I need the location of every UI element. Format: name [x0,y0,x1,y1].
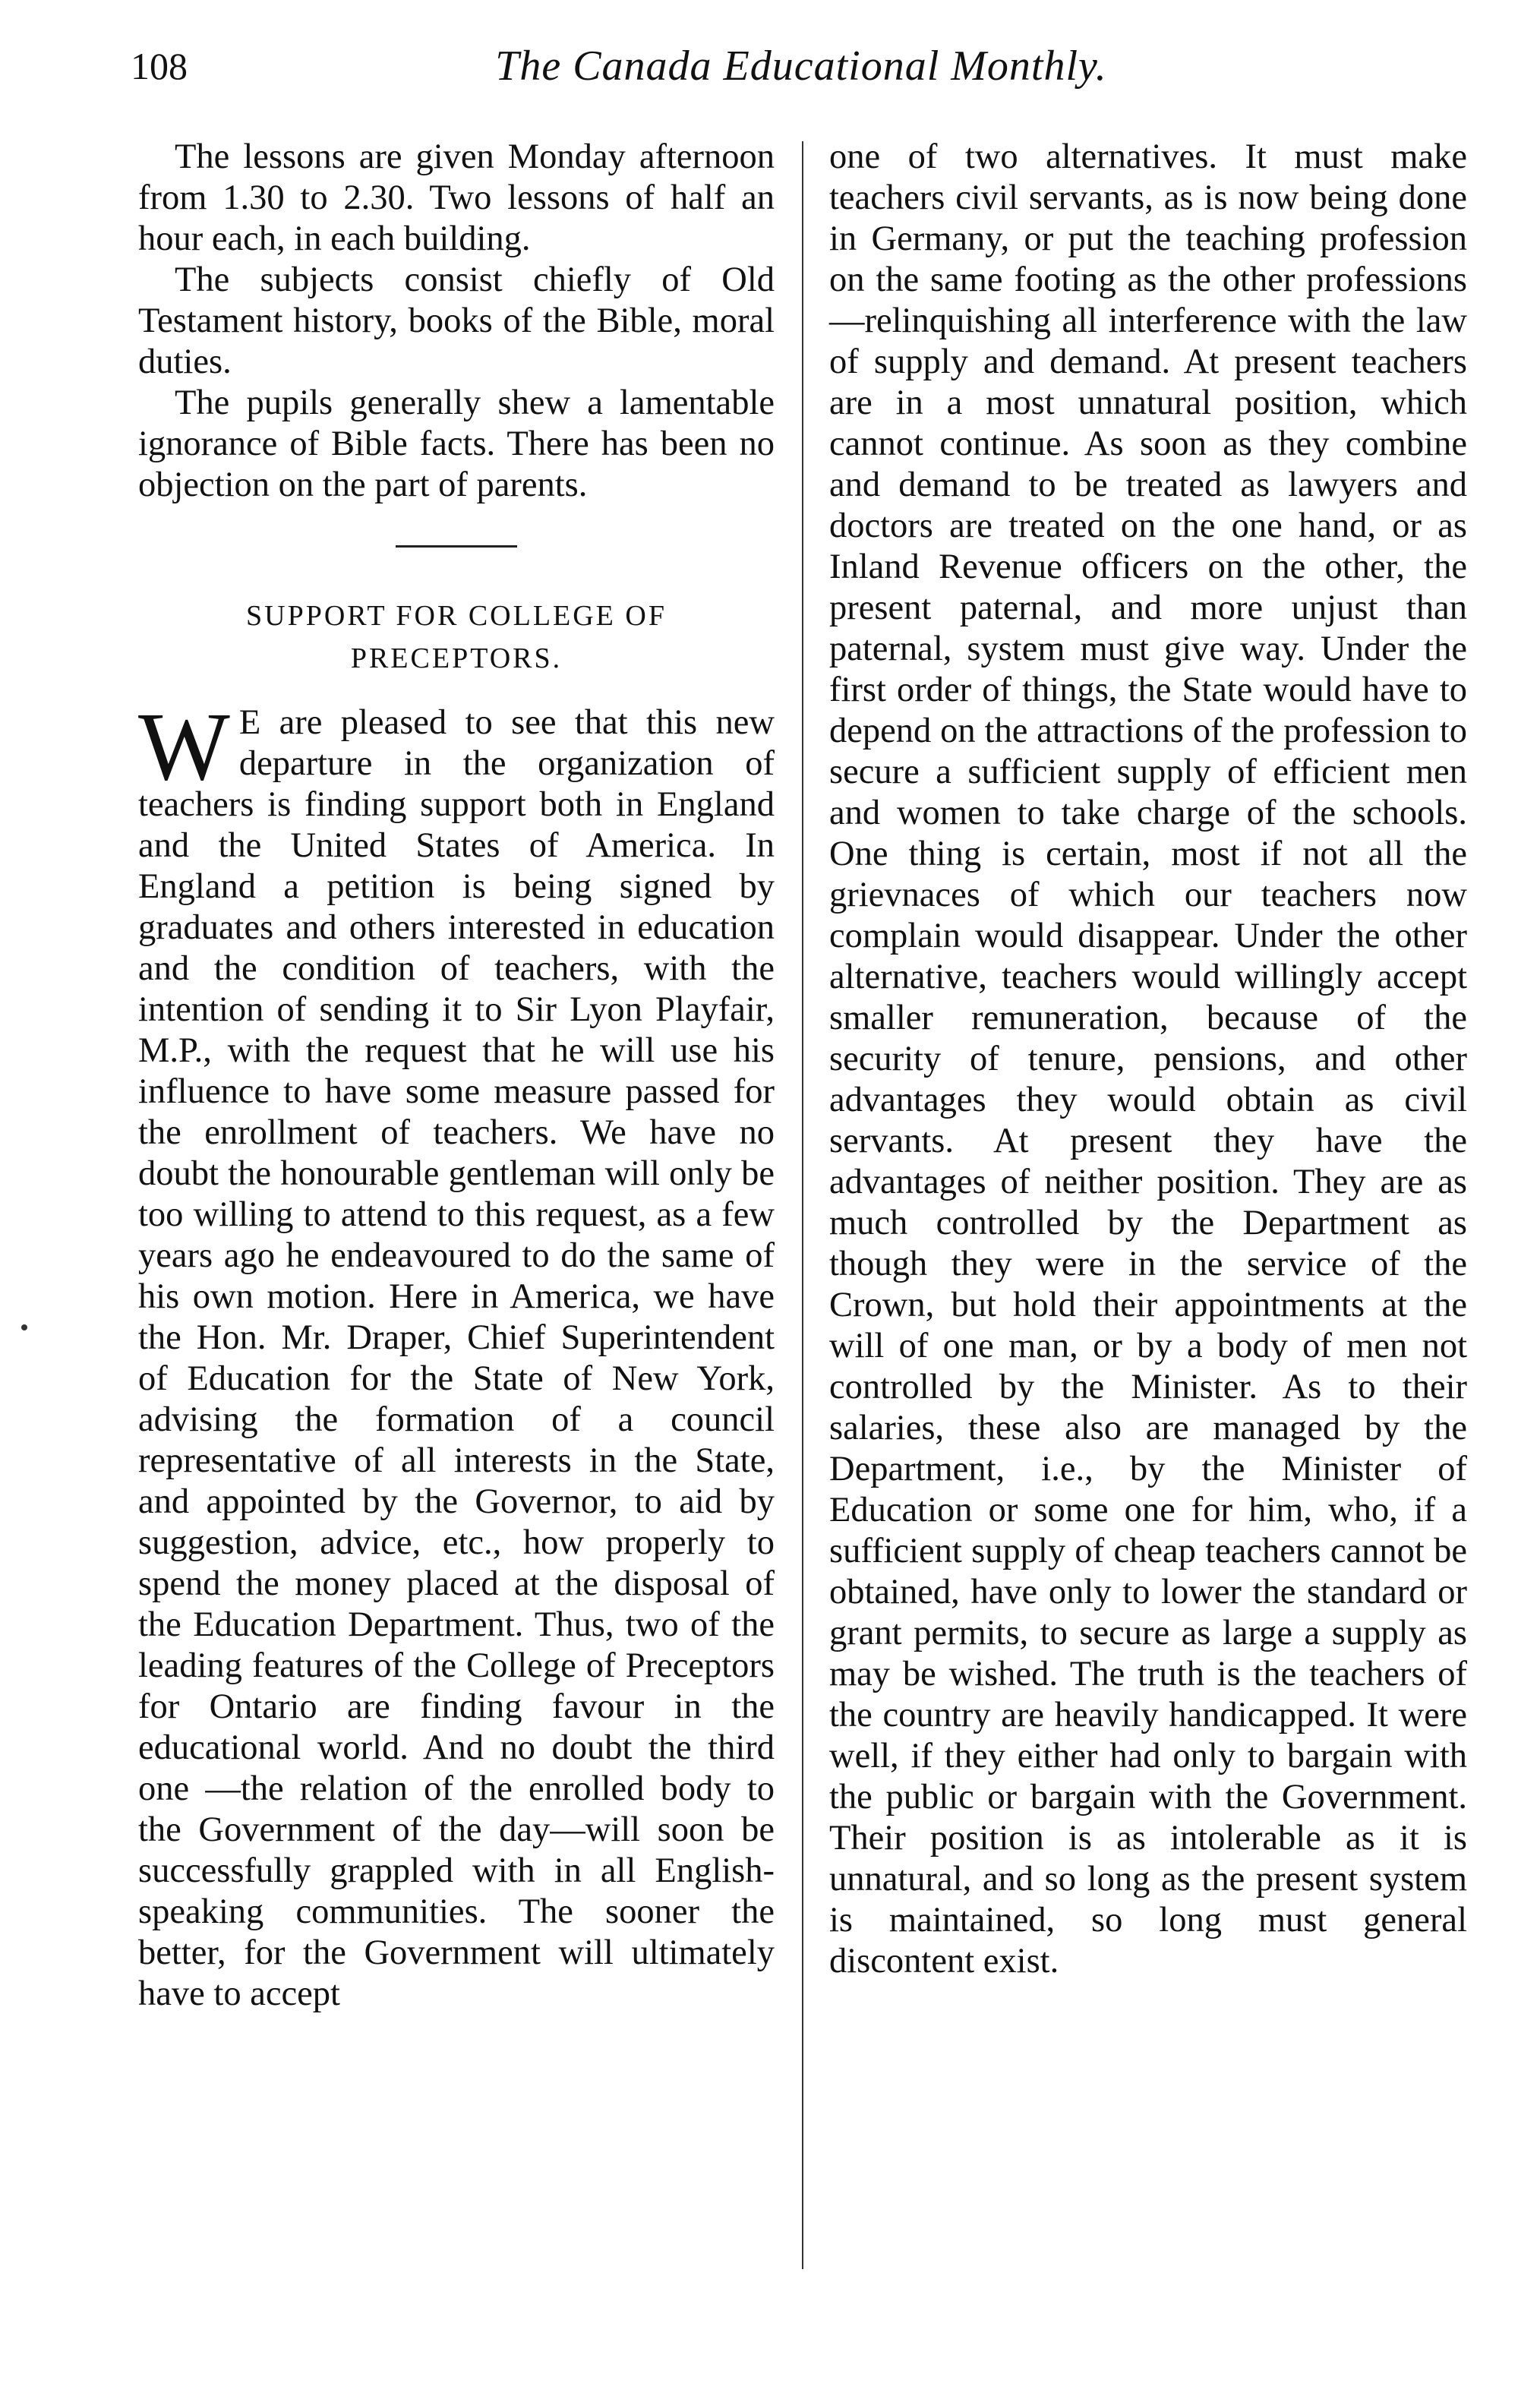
paragraph-pupils: The pupils generally shew a lamentable ignorance of Bible facts. There has been no objection on the part of parents. [138,383,775,504]
paragraph-lessons: The lessons are given Monday afternoon from 1.30 to 2.30. Two lessons of half an hour each, in each building. [138,137,775,258]
page-number: 108 [131,45,188,87]
article-body [138,693,775,2015]
section-divider [396,545,517,548]
left-column [138,137,775,2015]
article-text: are pleased to see that this new departure in the organization of teachers is finding support both in England and the United States of America. In England a petition is being signed by graduates and others interested in education and the condition of teachers, with the intention of sending it to Sir Lyon Playfair, M.P., with the request that he will use his influence to have some measure passed for the enrollment of teachers. We have no doubt the honourable gentleman will only be too willing to attend to this request, as a few years ago he endeavoured to do the same of his own motion. Here in America, we have the Hon. Mr. Draper, Chief Superintendent of Education for the State of New York, advising the formation of a council representative of all interests in the State, and appointed by the Governor, to aid by suggestion, advice, etc., how properly to spend the money placed at the disposal of the Education Department. Thus, two of the leading features of the College of Preceptors for Ontario are finding favour in the educational world. And no doubt the third one —the relation of the enrolled body to the Government of the day—will soon be successfully grappled with in all English-speaking communities. The sooner the better, for the Government will ultimately have to accept [138,703,775,2013]
section-heading: SUPPORT FOR COLLEGE OF PRECEPTORS. [246,600,667,674]
article-first-paragraph [138,693,775,2015]
page-header [131,39,1472,93]
right-column [829,137,1467,1982]
column-rule [802,141,803,2269]
margin-speck [21,1324,27,1330]
drop-cap: W [138,693,230,800]
running-title: The Canada Educational Monthly. [495,43,1107,90]
paragraph-continuation: one of two alternatives. It must make teachers civil servants, as is now being done in Germany, or put the teaching profession on the same footing as the other professions—relinquishing all interference with the law of supply and demand. At present teachers are in a most unnatural position, which cannot continue. As soon as they combine and demand to be treated as lawyers and doctors are treated on the one hand, or as Inland Revenue officers on the other, the present paternal, and more unjust than paternal, system must give way. Under the first order of things, the State would have to depend on the attractions of the profession to secure a sufficient supply of efficient men and women to take charge of the schools. One thing is certain, most if not all the grievnaces of which our teachers now complain would disappear. Under the other alternative, teachers would willingly accept smaller remuneration, because of the security of tenure, pensions, and other advantages they would obtain as civil servants. At present they have the advantages of neither position. They are as much controlled by the Department as though they were in the service of the Crown, but hold their appointments at the will of one man, or by a body of men not controlled by the Minister. As to their salaries, these also are managed by the Department, i.e., by the Minister of Education or some one for him, who, if a sufficient supply of cheap teachers cannot be obtained, have only to lower the standard or grant permits, to secure as large a supply as may be wished. The truth is the teachers of the country are heavily handicapped. It were well, if they either had only to bargain with the public or bargain with the Government. Their position is as intolerable as it is unnatural, and so long as the present system is maintained, so long must general discontent exist. [829,137,1467,1981]
lead-word-rest: E [238,703,261,742]
paragraph-subjects: The subjects consist chiefly of Old Testament history, books of the Bible, moral duties. [138,260,775,381]
